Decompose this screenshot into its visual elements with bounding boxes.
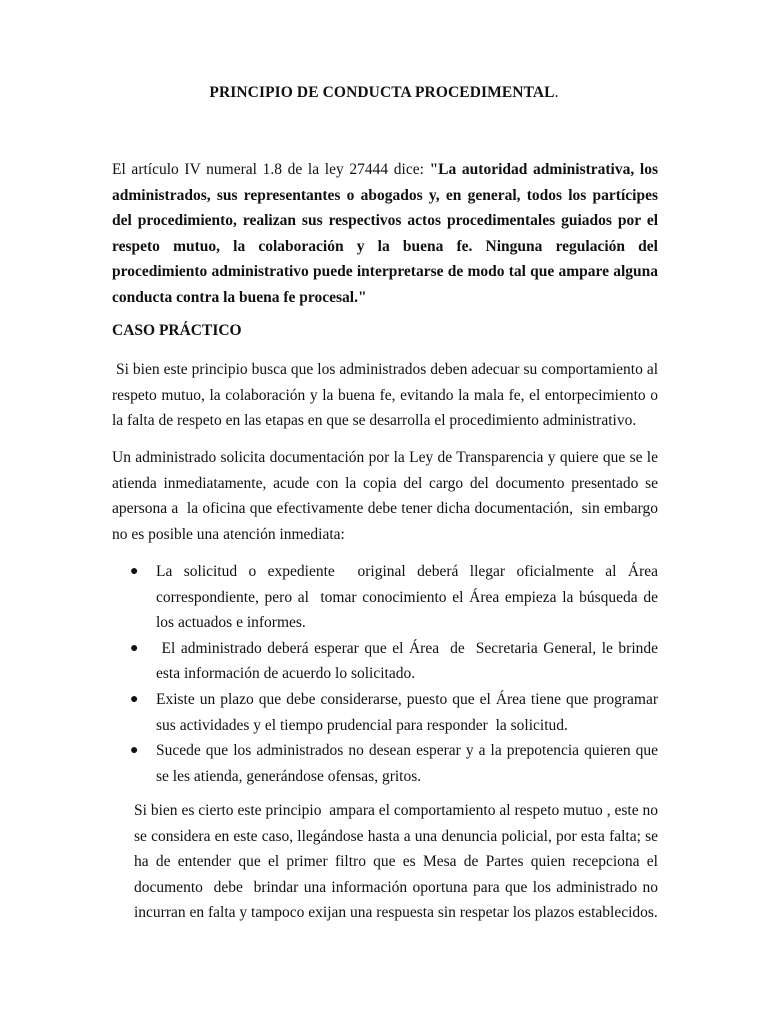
list-item-text: Existe un plazo que debe considerarse, puesto que el Área tiene que programar sus actividades y el tiempo prudencial para responder la solicitud. [156,690,662,734]
list-item [130,559,662,636]
document-title [0,84,768,102]
intro-prefix: El artículo IV numeral 1.8 de la ley 27444 dice: [112,161,430,178]
list-item-text: La solicitud o expediente original deberá llegar oficialmente al Área correspondiente, pero al tomar conocimiento el Área empieza la búsqueda de los actuados e informes. [156,563,662,632]
bullet-icon: ● [130,743,139,759]
bullet-list [130,559,662,789]
bullet-icon: ● [130,564,139,579]
document-title-text: PRINCIPIO DE CONDUCTA PROCEDIMENTAL [209,84,555,101]
list-item [130,738,662,789]
paragraph-1: Si bien este principio busca que los administrados deben adecuar su comportamiento al respeto mutuo, la colaboración y la buena fe, evitando la mala fe, el entorpecimiento o la falta de respeto en las etapas en que se desarrolla el procedimiento administrativo. [112,361,662,430]
paragraph-3: Si bien es cierto este principio ampara el comportamiento al respeto mutuo , este no se considera en este caso, llegándose hasta a una denuncia policial, por esta falta; se ha de entender que el primer filtro que es Mesa de Partes quien recepciona el documento debe brindar una información oportuna para que los administrado no incurran en falta y tampoco exijan una respuesta sin respetar los plazos establecidos. [134,802,662,922]
intro-paragraph [112,157,658,311]
bullet-icon: ● [130,691,139,707]
list-item-text: Sucede que los administrados no desean esperar y a la prepotencia quieren que se les atienda, generándose ofensas, gritos. [156,742,662,785]
intro-quote: "La autoridad administrativa, los administrados, sus representantes o abogados y, en general, todos los partícipes del procedimiento, realizan sus respectivos actos procedimentales guiados por el respeto mutuo, la colaboración y la buena fe. Ninguna regulación del procedimiento administrativo puede interpretarse de modo tal que ampare alguna conducta contra la buena fe procesal." [112,161,658,306]
section-heading: CASO PRÁCTICO [112,322,242,339]
document-title-period: . [554,84,559,101]
list-item-text: El administrado deberá esperar que el Área de Secretaria General, le brinde esta información de acuerdo lo solicitado. [156,639,662,683]
list-item [130,687,662,738]
paragraph-2: Un administrado solicita documentación por la Ley de Transparencia y quiere que se le atienda inmediatamente, acude con la copia del cargo del documento presentado se apersona a la oficina que efectivamente debe tener dicha documentación, sin embargo no es posible una atención inmediata: [112,449,662,543]
bullet-icon: ● [130,640,139,656]
list-item [130,636,662,687]
